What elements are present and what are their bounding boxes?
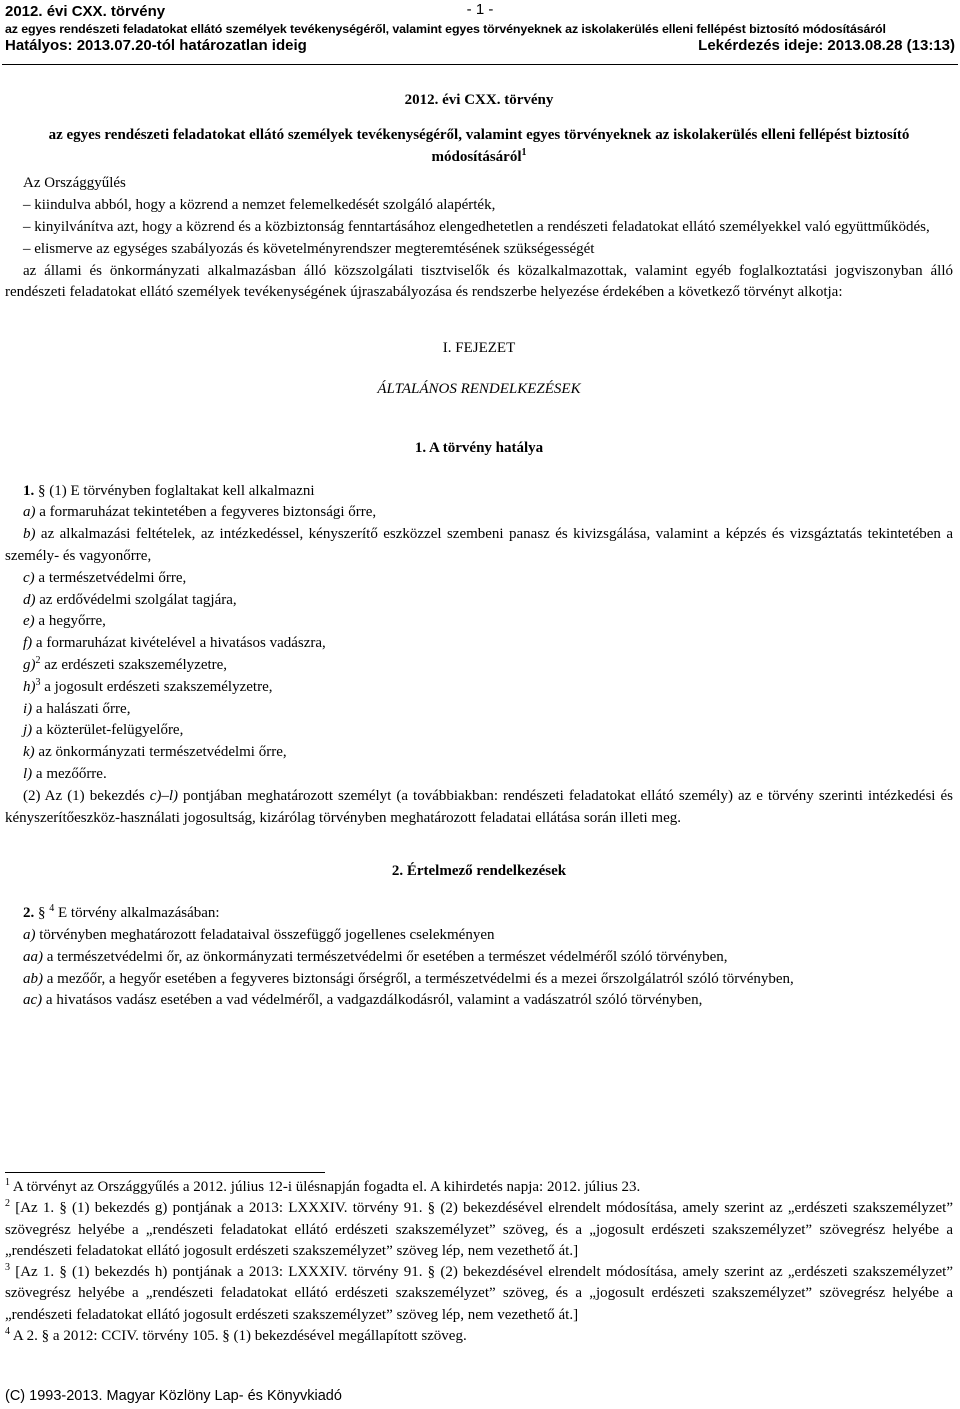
- footnote-ref-3: 3: [35, 676, 41, 688]
- item-letter: aa): [23, 948, 43, 965]
- footnote: [5, 1177, 953, 1198]
- list-item: [5, 611, 953, 633]
- document-body: [5, 90, 953, 1012]
- item-text: a halászati őrre,: [32, 700, 131, 717]
- item-letter: a): [23, 926, 36, 943]
- header-query-time: Lekérdezés ideje: 2013.08.28 (13:13): [698, 37, 955, 54]
- header-effective: Hatályos: 2013.07.20-tól határozatlan ideig: [5, 37, 307, 54]
- footnotes: [5, 1177, 953, 1347]
- header-law-id: 2012. évi CXX. törvény: [5, 3, 166, 20]
- list-item: [5, 947, 953, 969]
- section-number: 1.: [23, 482, 35, 499]
- item-letter: g): [23, 656, 36, 673]
- footnote-number: 1: [5, 1177, 10, 1188]
- document-subtitle-text: az egyes rendészeti feladatokat ellátó személyek tevékenységéről, valamint egyes törvényeknek az iskolakerülés elleni fellépést biztosító módosításáról: [48, 126, 910, 165]
- item-letter: h): [23, 678, 36, 695]
- footnote-ref-4: 4: [49, 903, 55, 915]
- page-number: - 1 -: [466, 1, 494, 18]
- section-number: 2.: [23, 905, 35, 922]
- list-item: [5, 502, 953, 524]
- document-subtitle: [5, 125, 953, 169]
- section-sign: §: [38, 905, 46, 922]
- item-letter: e): [23, 613, 35, 630]
- section-heading-1: 1. A törvény hatálya: [414, 439, 544, 456]
- preamble-line: – kinyilvánítva azt, hogy a közrend és a közbiztonság fenntartásához elengedhetetlen a rendészeti feladatokat ellátó személyekkel való együttműködés,: [23, 218, 930, 235]
- item-text: az önkormányzati természetvédelmi őrre,: [34, 744, 287, 761]
- section2-intro: E törvény alkalmazásában:: [54, 905, 220, 922]
- item-text: a hivatásos vadász esetében a vad védelméről, a vadgazdálkodásról, valamint a vadászatról szóló törvényben,: [42, 992, 703, 1009]
- footnote-number: 2: [5, 1198, 10, 1210]
- preamble-line: – kiindulva abból, hogy a közrend a nemzet felemelkedését szolgáló alapérték,: [23, 197, 496, 214]
- preamble-line: – elismerve az egységes szabályozás és követelményrendszer megteremtésének szükségességét: [23, 240, 595, 257]
- section2-para1: [5, 903, 953, 925]
- para2-text-b: pontjában meghatározott személyt (a továbbiakban: rendészeti feladatokat ellátó személy) az e törvény szerinti intézkedési és kényszerítőeszköz-használati jogosultság, kizárólag törvényben meghatározott feladatai ellátása során illeti meg.: [5, 787, 953, 826]
- list-item: [5, 720, 953, 742]
- item-letter: j): [23, 722, 33, 739]
- item-letter: l): [23, 765, 33, 782]
- item-text: a formaruházat tekintetében a fegyveres biztonsági őrre,: [35, 504, 377, 521]
- list-item: [5, 764, 953, 786]
- item-text: a hegyőrre,: [34, 613, 106, 630]
- item-text: a természetvédelmi őrre,: [34, 569, 187, 586]
- item-letter: c): [23, 569, 35, 586]
- list-item: [5, 925, 953, 947]
- footer-copyright: (C) 1993-2013. Magyar Közlöny Lap- és Könyvkiadó: [5, 1388, 342, 1404]
- item-text: az alkalmazási feltételek, az intézkedéssel, kényszerítő eszközzel szembeni panasz és kivizsgálása, valamint a képzés és vizsgáztatás tekintetében a személy- és vagyonőrre,: [5, 526, 953, 564]
- chapter-number: I. FEJEZET: [442, 340, 516, 357]
- header-divider: [2, 64, 958, 65]
- item-text: az erdővédelmi szolgálat tagjára,: [35, 591, 237, 608]
- section1-para1: [5, 481, 953, 503]
- item-letter: ab): [23, 970, 43, 987]
- footnote-text: A törvényt az Országgyűlés a 2012. július 12-i ülésnapján fogadta el. A kihirdetés napja: 2012. július 23.: [10, 1179, 641, 1195]
- list-item: [5, 655, 953, 677]
- item-text: a természetvédelmi őr, az önkormányzati természetvédelmi őr esetében a természet védelméről szóló törvényben,: [43, 948, 728, 965]
- preamble-opening: Az Országgyűlés: [23, 175, 126, 192]
- list-item: [5, 524, 953, 568]
- para2-text-a: (2) Az (1) bekezdés: [23, 787, 150, 804]
- list-item: [5, 677, 953, 699]
- section-sign: §: [38, 482, 46, 499]
- item-text: törvényben meghatározott feladataival összefüggő jogellenes cselekményen: [35, 926, 495, 943]
- section1-para2: [5, 786, 953, 830]
- item-text: az erdészeti szakszemélyzetre,: [40, 656, 228, 673]
- item-letter: ac): [23, 992, 43, 1009]
- footnote-number: 4: [5, 1326, 10, 1338]
- footnote: [5, 1326, 953, 1347]
- item-letter: b): [23, 526, 36, 543]
- footnote-ref-2: 2: [35, 654, 41, 666]
- footnote-ref-1: 1: [521, 146, 527, 158]
- list-item: [5, 590, 953, 612]
- list-item: [5, 568, 953, 590]
- footnote: [5, 1262, 953, 1326]
- item-letter: d): [23, 591, 36, 608]
- footnote-number: 3: [5, 1262, 10, 1274]
- list-item: [5, 742, 953, 764]
- section-heading-2: 2. Értelmező rendelkezések: [391, 863, 567, 880]
- item-text: a mezőőrre.: [32, 765, 107, 782]
- footnote-text: [Az 1. § (1) bekezdés g) pontjának a 2013: LXXXIV. törvény 91. § (2) bekezdésével elrendelt módosítása, amely szerint az „erdészeti szakszemélyzet” szövegrész helyébe a „rendészeti feladatokat ellátó erdészeti szakszemélyzet” szöveg, és a „jogosult erdészeti szakszemélyzet” szövegrész helyébe a „rendészeti feladatokat ellátó jogosult erdészeti szakszemélyzet” szöveg lép, nem vezethető át.]: [5, 1200, 953, 1259]
- list-item: [5, 969, 953, 991]
- list-item: [5, 990, 953, 1012]
- para2-ref: c)–l): [149, 787, 179, 804]
- item-letter: a): [23, 504, 36, 521]
- item-letter: f): [23, 635, 33, 652]
- preamble-closing: az állami és önkormányzati alkalmazásban álló közszolgálati tisztviselők és közalkalmazottak, valamint egyéb foglalkoztatási jogviszonyban álló rendészeti feladatokat ellátó személyek tevékenységének újraszabályozása és rendszerbe helyezése érdekében a következő törvényt alkotja:: [5, 262, 953, 301]
- item-text: a formaruházat kivételével a hivatásos vadászra,: [32, 635, 326, 652]
- footnote-text: A 2. § a 2012: CCIV. törvény 105. § (1) bekezdésével megállapított szöveg.: [10, 1328, 467, 1345]
- item-text: a jogosult erdészeti szakszemélyzetre,: [40, 678, 273, 695]
- footnote: [5, 1198, 953, 1262]
- document-title: 2012. évi CXX. törvény: [404, 92, 554, 108]
- header-meta-row: [5, 37, 955, 54]
- chapter-title: ÁLTALÁNOS RENDELKEZÉSEK: [377, 380, 581, 397]
- item-text: a közterület-felügyelőre,: [32, 722, 184, 739]
- item-letter: k): [23, 744, 35, 761]
- footnote-text: [Az 1. § (1) bekezdés h) pontjának a 2013: LXXXIV. törvény 91. § (2) bekezdésével elrendelt módosítása, amely szerint az „erdészeti szakszemélyzet” szövegrész helyébe a „rendészeti feladatokat ellátó erdészeti szakszemélyzet” szöveg, és a „jogosult erdészeti szakszemélyzet” szövegrész helyébe a „rendészeti feladatokat ellátó jogosult erdészeti szakszemélyzet” szöveg lép, nem vezethető át.]: [5, 1264, 953, 1323]
- item-text: a mezőőr, a hegyőr esetében a fegyveres biztonsági őrségről, a természetvédelmi és a mezei őrszolgálatról szóló törvényben,: [43, 970, 794, 987]
- list-item: [5, 633, 953, 655]
- item-letter: i): [23, 700, 33, 717]
- footnote-separator: [5, 1172, 325, 1173]
- list-item: [5, 699, 953, 721]
- header-subtitle: az egyes rendészeti feladatokat ellátó személyek tevékenységéről, valamint egyes törvényeknek az iskolakerülés elleni fellépést biztosító módosításáról: [5, 22, 886, 36]
- section1-intro: (1) E törvényben foglaltakat kell alkalmazni: [45, 482, 315, 499]
